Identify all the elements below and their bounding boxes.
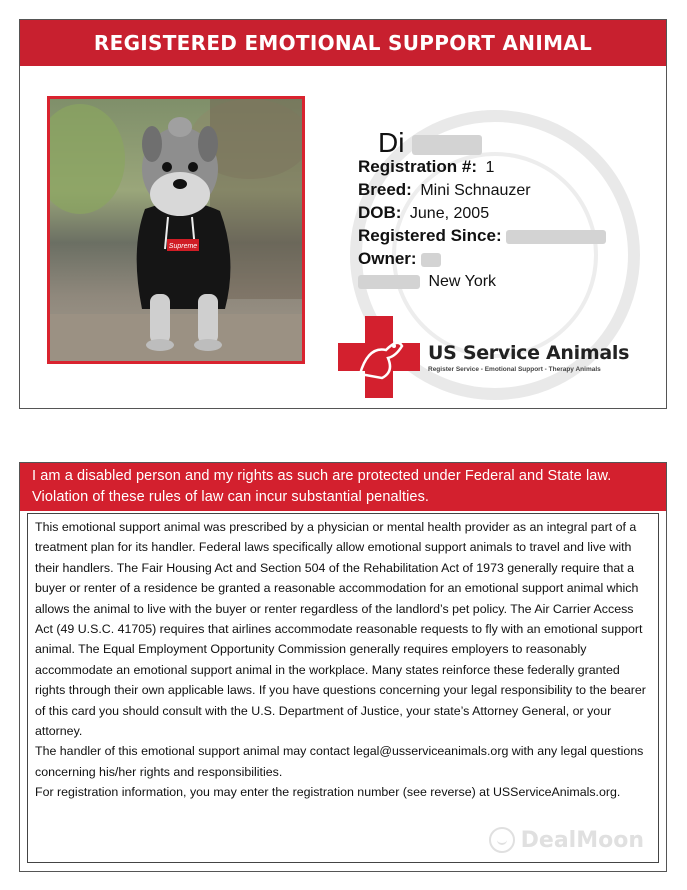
watermark: DealMoon [489,827,644,853]
shirt-label: Supreme [168,243,198,250]
animal-name: Di [378,130,606,156]
legal-paragraph-3: For registration information, you may enter the registration number (see reverse) at USServiceAnimals.org. [35,785,621,800]
redaction [506,230,606,244]
logo-tagline: Register Service - Emotional Support - Therapy Animals [428,365,601,373]
breed-row: Breed: Mini Schnauzer [358,180,531,199]
us-service-animals-logo [338,316,629,398]
registered-since-row: Registered Since: [358,225,606,248]
redaction [421,253,441,267]
back-header: I am a disabled person and my rights as such are protected under Federal and State law. Violation of these rules of law can incur substantial penalties. [20,463,666,511]
redaction [412,135,482,155]
front-header: REGISTERED EMOTIONAL SUPPORT ANIMAL [20,20,666,66]
owner-row: Owner: [358,248,606,271]
esa-card-back [19,462,667,872]
esa-card-front [19,19,667,409]
dealmoon-icon [489,827,515,853]
logo-name: US Service Animals [428,341,630,364]
location-row: New York [358,271,606,293]
dog-photo [50,99,302,361]
legal-paragraph-1: This emotional support animal was prescribed by a physician or mental health provider as an integral part of a treatment plan for its handler. Federal laws specifically allow emotional support animals to travel and live with their handlers. The Fair Housing Act and Section 504 of the Rehabilitation Act of 1973 generally require that a buyer or renter of a residence be granted a reasonable accommodation for an emotional support animal which allows the animal to live with the buyer or renter regardless of the landlord’s pet policy. The Air Carrier Access Act (49 U.S.C. 41705) requires that airlines accommodate reasonable requests to fly with an emotional support animal. The Equal Employment Opportunity Commission generally requires employers to reasonably accommodate an emotional support animal in the workplace. Many states reinforce these federally granted rights through their own applicable laws. If you have questions concerning your legal responsibility to the bearer of this card you should consult with the U.S. Department of Justice, your state’s Attorney General, or your attorney. [35,520,646,739]
dob-row: DOB: June, 2005 [358,203,490,222]
legal-paragraph-2: The handler of this emotional support animal may contact legal@usserviceanimals.org with any legal questions concerning his/her rights and responsibilities. [35,744,644,779]
redaction [358,275,420,289]
registration-row: Registration #: 1 [358,157,495,176]
legal-text-box [27,513,659,863]
animal-info [358,127,606,293]
dog-photo-frame [47,96,305,364]
dog-illustration [50,99,302,361]
red-cross-pet-icon [338,316,420,398]
